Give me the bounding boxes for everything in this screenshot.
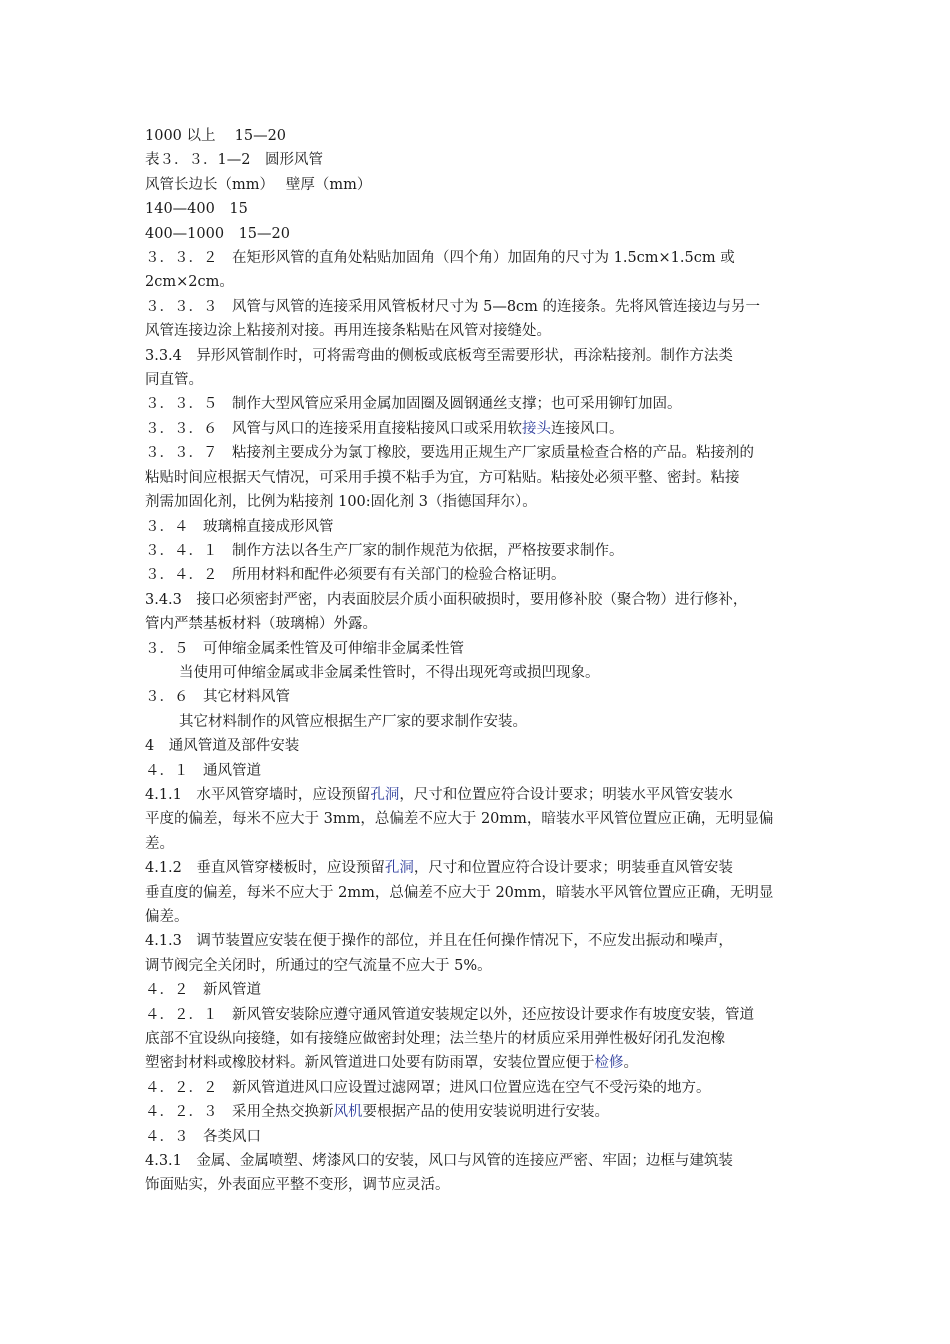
text-line: 饰面贴实，外表面应平整不变形，调节应灵活。 [145,1177,450,1194]
line-text: ，尺寸和位置应符合设计要求；明装水平风管安装水 [399,786,733,803]
text-line: 4.1.3 调节装置应安装在便于操作的部位，并且在任何操作情况下，不应发出振动和噪声， [145,933,733,950]
text-line: 剂需加固化剂，比例为粘接剂 100:固化剂 3（指德国拜尔）。 [145,494,537,511]
text-line: 400—1000 15—20 [145,225,290,242]
text-line: 同直管。 [145,372,203,389]
text-line: ４．３ 各类风口 [145,1128,261,1145]
text-line: ３．３．７ 粘接剂主要成分为氯丁橡胶，要选用正规生产厂家质量检查合格的产品。粘接剂的 [145,445,754,462]
text-line: 4 通风管道及部件安装 [145,738,300,755]
text-line: 3.3.4 异形风管制作时，可将需弯曲的侧板或底板弯至需要形状，再涂粘接剂。制作方法类 [145,347,733,364]
line-text: ３．３．６ 风管与风口的连接采用直接粘接风口或采用软 [145,420,522,437]
text-line: 管内严禁基板材料（玻璃棉）外露。 [145,616,377,633]
text-line: 4.3.1 金属、金属喷塑、烤漆风口的安装，风口与风管的连接应严密、牢固；边框与建筑装 [145,1153,733,1170]
text-line: ４．２．２ 新风管道进风口应设置过滤网罩；进风口位置应选在空气不受污染的地方。 [145,1079,711,1096]
text-line: ４．２ 新风管道 [145,982,261,999]
keyword-link[interactable]: 孔洞 [370,786,400,803]
text-line: 其它材料制作的风管应根据生产厂家的要求制作安装。 [179,713,527,730]
text-line: ３．６ 其它材料风管 [145,689,290,706]
text-line: 1000 以上 15—20 [145,128,287,144]
text-line: ３．３．５ 制作大型风管应采用金属加固圈及圆钢通丝支撑；也可采用铆钉加固。 [145,396,682,413]
text-line: 140—400 15 [145,201,248,218]
document-body [145,124,815,1198]
text-line [145,1051,815,1075]
text-line: 风管连接边涂上粘接剂对接。再用连接条粘贴在风管对接缝处。 [145,323,551,340]
line-text: 要根据产品的使用安装说明进行安装。 [362,1104,609,1121]
text-line: ４．１ 通风管道 [145,762,261,779]
text-line: 底部不宜设纵向接缝，如有接缝应做密封处理；法兰垫片的材质应采用弹性极好闭孔发泡橡 [145,1031,725,1048]
text-line: 风管长边长（mm） 壁厚（mm） [145,176,372,193]
line-text: 塑密封材料或橡胶材料。新风管道进口处要有防雨罩，安装位置应便于 [145,1055,595,1072]
text-line: ４．２．１ 新风管安装除应遵守通风管道安装规定以外，还应按设计要求作有坡度安装，管道 [145,1006,754,1023]
line-text: ，尺寸和位置应符合设计要求；明装垂直风管安装 [413,860,733,877]
keyword-link[interactable]: 接头 [522,420,551,437]
line-text: 4.1.1 水平风管穿墙时，应设预留 [145,786,371,803]
text-line: 3.4.3 接口必须密封严密，内表面胶层介质小面积破损时，要用修补胶（聚合物）进行修补， [145,591,748,608]
line-text: 4.1.2 垂直风管穿楼板时，应设预留 [145,860,385,877]
text-line: 2cm×2cm。 [145,274,234,291]
text-line [145,783,815,807]
text-line [145,1100,815,1124]
text-line [145,856,815,880]
line-text: ４．２．３ 采用全热交换新 [145,1104,334,1121]
text-line: 垂直度的偏差，每米不应大于 2mm，总偏差不应大于 20mm，暗装水平风管位置应正确，无明显 [145,884,774,901]
keyword-link[interactable]: 检修 [594,1055,624,1072]
text-line: 表３．３．1—2 圆形风管 [145,152,323,169]
text-line: 差。 [145,835,174,852]
text-line: 偏差。 [145,909,189,925]
text-line: ３．３．３ 风管与风管的连接采用风管板材尺寸为 5—8cm 的连接条。先将风管连接边与另一 [145,298,761,315]
text-line: ３．４．１ 制作方法以各生产厂家的制作规范为依据，严格按要求制作。 [145,542,624,559]
keyword-link[interactable]: 孔洞 [384,860,414,877]
text-line: 平度的偏差，每米不应大于 3mm，总偏差不应大于 20mm，暗装水平风管位置应正确，无明显偏 [145,811,774,828]
text-line [145,417,815,441]
line-text: 连接风口。 [551,420,624,437]
text-line: ３．５ 可伸缩金属柔性管及可伸缩非金属柔性管 [145,640,464,657]
keyword-link[interactable]: 风机 [333,1104,363,1121]
text-line: 粘贴时间应根据天气情况，可采用手摸不粘手为宜，方可粘贴。粘接处必须平整、密封。粘接 [145,469,740,486]
text-line: 调节阀完全关闭时，所通过的空气流量不应大于 5%。 [145,957,492,974]
text-line: ３．３．２ 在矩形风管的直角处粘贴加固角（四个角）加固角的尺寸为 1.5cm×1.5cm 或 [145,250,735,267]
text-line: 当使用可伸缩金属或非金属柔性管时，不得出现死弯或损凹现象。 [179,664,600,681]
text-line: ３．４．２ 所用材料和配件必须要有有关部门的检验合格证明。 [145,567,566,584]
text-line: ３．４ 玻璃棉直接成形风管 [145,518,334,535]
line-text: 。 [623,1055,638,1072]
